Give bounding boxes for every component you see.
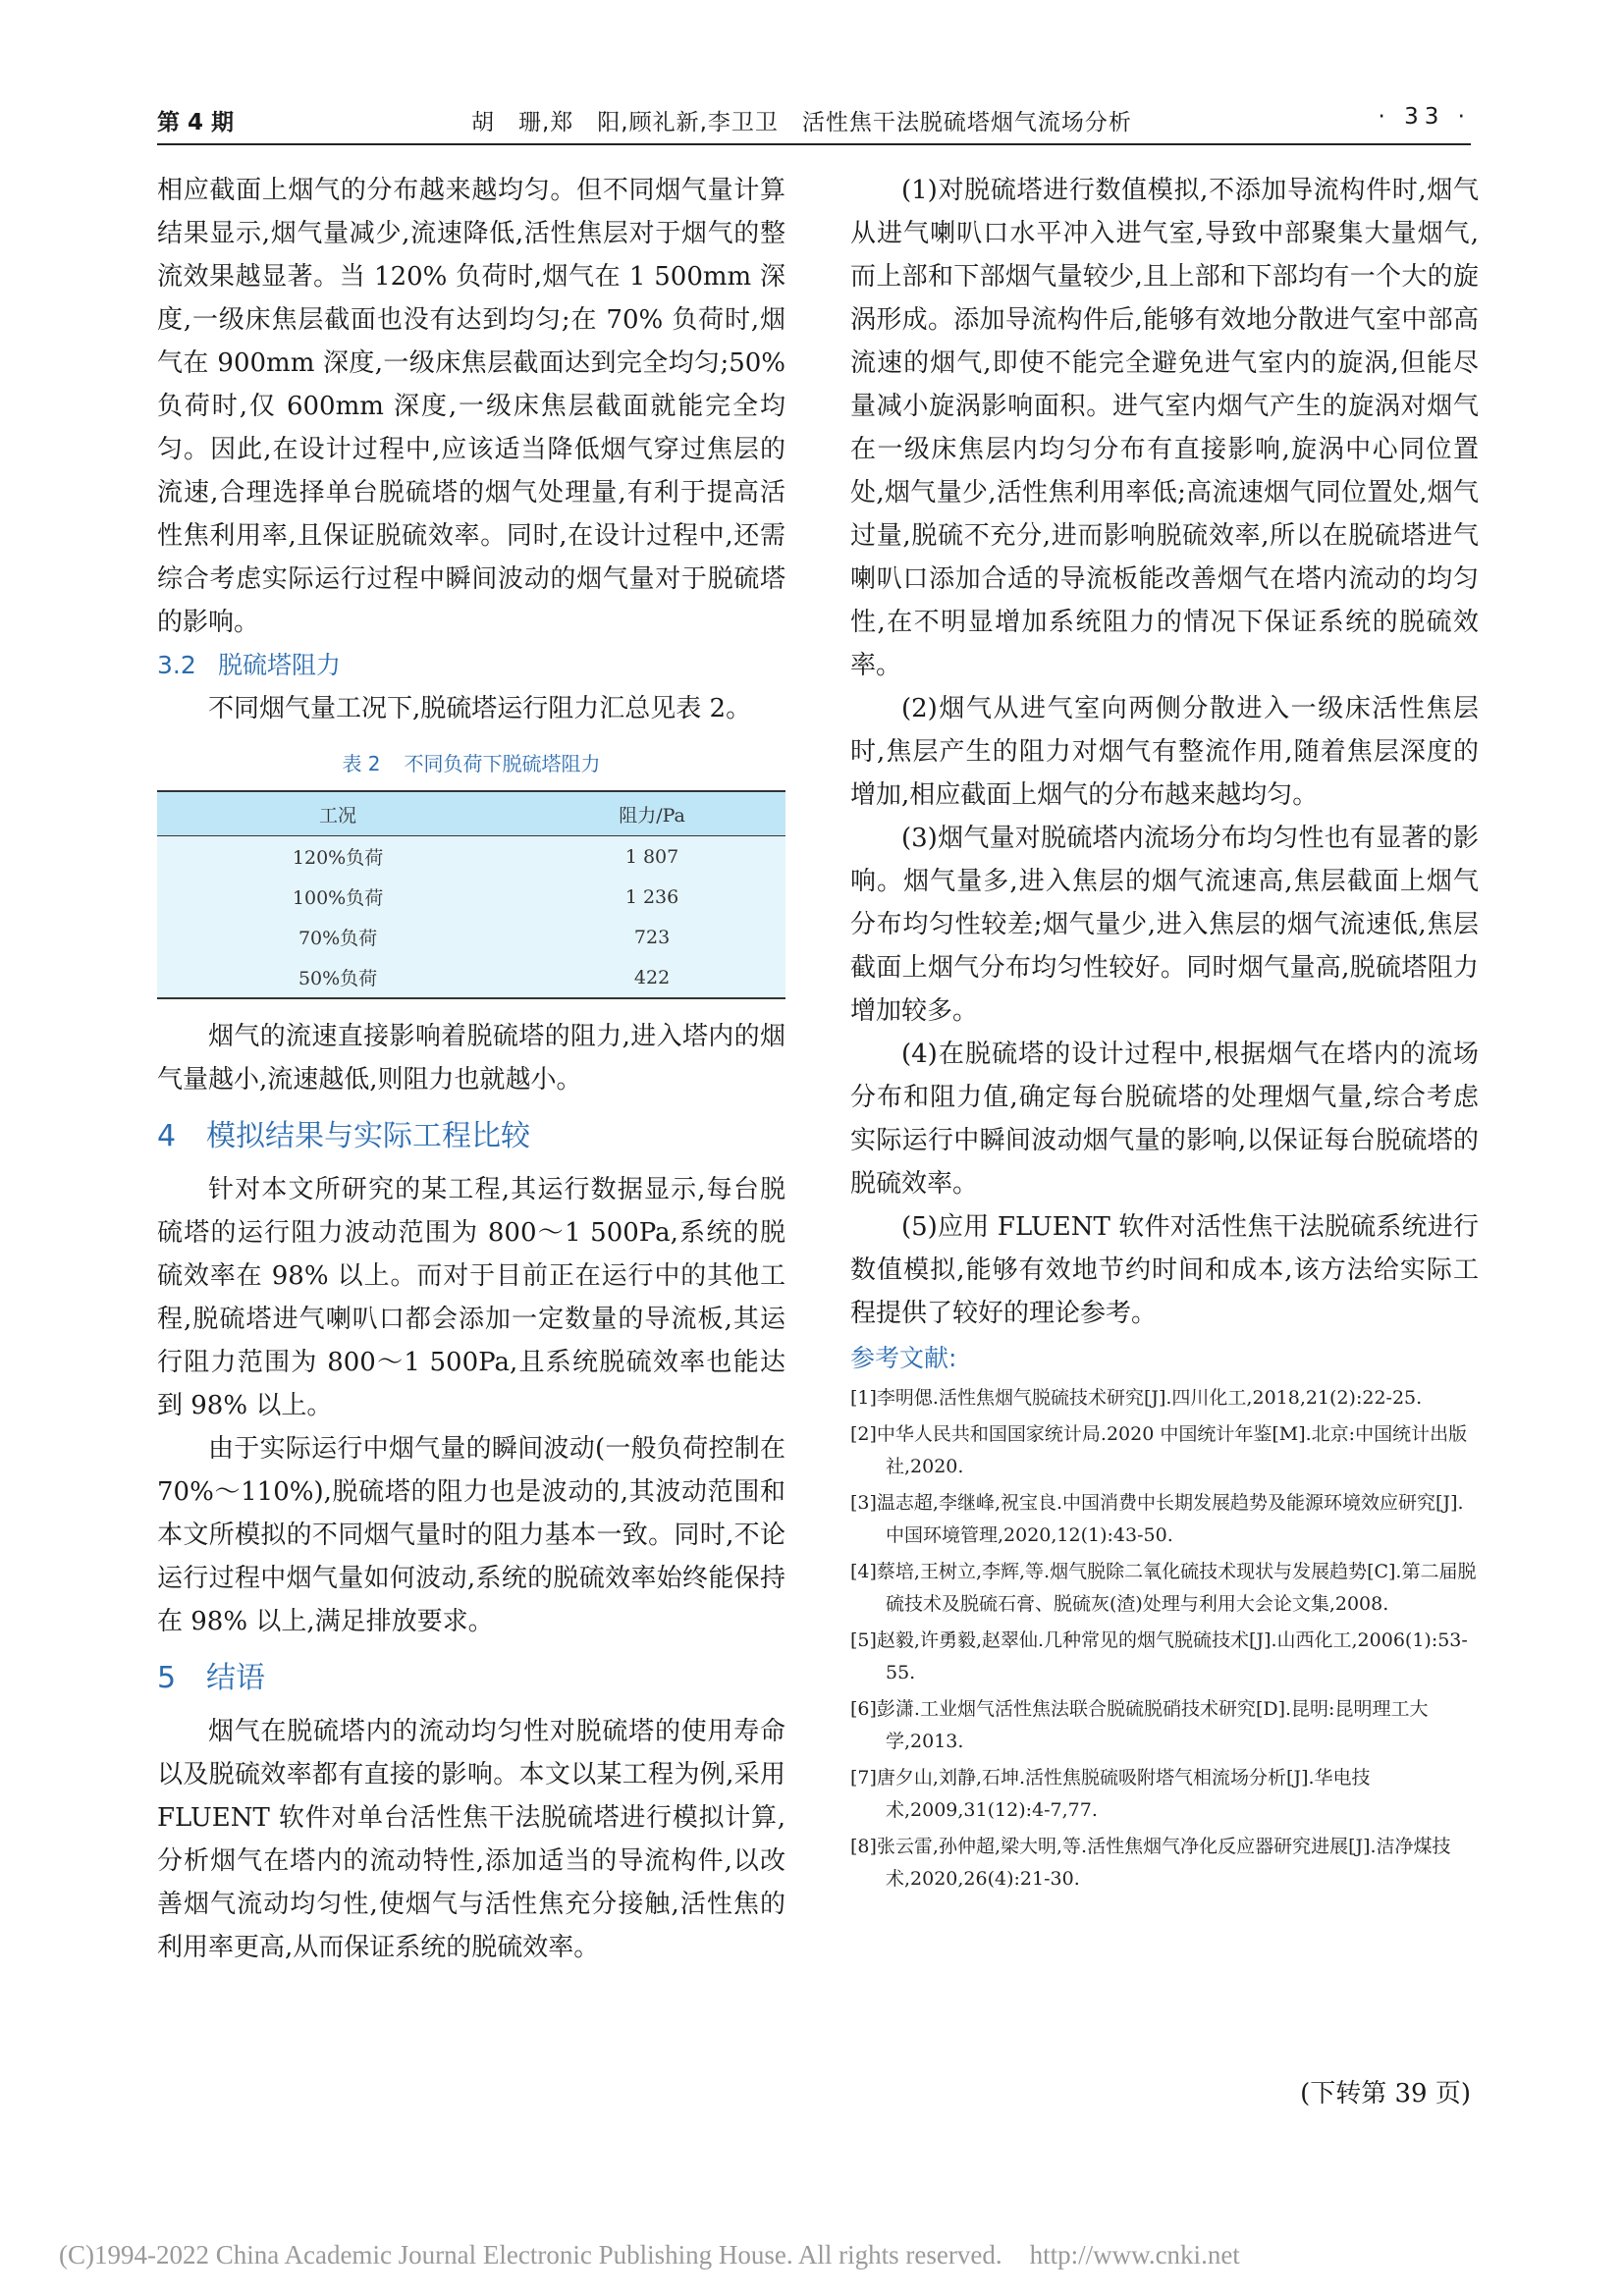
table-cell: 120%负荷 xyxy=(157,836,518,878)
reference-item: [8]张云雷,孙仲超,梁大明,等.活性焦烟气净化反应器研究进展[J].洁净煤技术,2020,26(4):21-30. xyxy=(850,1836,1451,1890)
paragraph: 相应截面上烟气的分布越来越均匀。但不同烟气量计算结果显示,烟气量减少,流速降低,活性焦层对于烟气的整流效果越显著。当 120% 负荷时,烟气在 1 500mm 深度,一级床焦层截面也没有达到均匀;在 70% 负荷时,烟气在 900mm 深度,一级床焦层截面达到完全均匀;50% 负荷时,仅 600mm 深度,一级床焦层截面就能完全均匀。因此,在设计过程中,应该适当降低烟气穿过焦层的流速,合理选择单台脱硫塔的烟气处理量,有利于提高活性焦利用率,且保证脱硫效率。同时,在设计过程中,还需综合考虑实际运行过程中瞬间波动的烟气量对于脱硫塔的影响。 xyxy=(157,176,785,637)
reference-item: [5]赵毅,许勇毅,赵翠仙.几种常见的烟气脱硫技术[J].山西化工,2006(1):53-55. xyxy=(850,1629,1468,1683)
conclusion-item: (1)对脱硫塔进行数值模拟,不添加导流构件时,烟气从进气喇叭口水平冲入进气室,导致中部聚集大量烟气,而上部和下部烟气量较少,且上部和下部均有一个大的旋涡形成。添加导流构件后,能够有效地分散进气室中部高流速的烟气,即使不能完全避免进气室内的旋涡,但能尽量减小旋涡影响面积。进气室内烟气产生的旋涡对烟气在一级床焦层内均匀分布有直接影响,旋涡中心同位置处,烟气量少,活性焦利用率低;高流速烟气同位置处,烟气过量,脱硫不充分,进而影响脱硫效率,所以在脱硫塔进气喇叭口添加合适的导流板能改善烟气在塔内流动的均匀性,在不明显增加系统阻力的情况下保证系统的脱硫效率。 xyxy=(850,176,1479,680)
header-rule xyxy=(157,143,1471,145)
footer-url: http://www.cnki.net xyxy=(1029,2240,1240,2269)
reference-item: [4]蔡培,王树立,李辉,等.烟气脱除二氧化硫技术现状与发展趋势[C].第二届脱硫技术及脱硫石膏、脱硫灰(渣)处理与利用大会论文集,2008. xyxy=(850,1561,1477,1615)
reference-item: [3]温志超,李继峰,祝宝良.中国消费中长期发展趋势及能源环境效应研究[J].中国环境管理,2020,12(1):43-50. xyxy=(850,1492,1464,1546)
paragraph: 烟气在脱硫塔内的流动均匀性对脱硫塔的使用寿命以及脱硫效率都有直接的影响。本文以某工程为例,采用 FLUENT 软件对单台活性焦干法脱硫塔进行模拟计算,分析烟气在塔内的流动特性,添加适当的导流构件,以改善烟气流动均匀性,使烟气与活性焦充分接触,活性焦的利用率更高,从而保证系统的脱硫效率。 xyxy=(157,1717,785,1962)
right-column xyxy=(850,169,1479,1899)
table-cell: 1 236 xyxy=(518,877,785,917)
conclusion-item: (4)在脱硫塔的设计过程中,根据烟气在塔内的流场分布和阻力值,确定每台脱硫塔的处理烟气量,综合考虑实际运行中瞬间波动烟气量的影响,以保证每台脱硫塔的脱硫效率。 xyxy=(850,1040,1479,1199)
table-number: 表 2 xyxy=(342,752,381,775)
conclusion-item: (2)烟气从进气室向两侧分散进入一级床活性焦层时,焦层产生的阻力对烟气有整流作用,随着焦层深度的增加,相应截面上烟气的分布越来越均匀。 xyxy=(850,694,1479,810)
section-title: 模拟结果与实际工程比较 xyxy=(206,1119,530,1153)
table-title: 不同负荷下脱硫塔阻力 xyxy=(404,752,601,775)
section-title: 结语 xyxy=(206,1661,265,1695)
table-cell: 100%负荷 xyxy=(157,877,518,917)
left-column xyxy=(157,169,785,1969)
table-cell: 70%负荷 xyxy=(157,917,518,957)
reference-item: [2]中华人民共和国国家统计局.2020 中国统计年鉴[M].北京:中国统计出版社,2020. xyxy=(850,1423,1468,1477)
authors-and-title: 胡 珊,郑 阳,顾礼新,李卫卫 活性焦干法脱硫塔烟气流场分析 xyxy=(471,110,1132,135)
running-header xyxy=(157,104,1471,143)
references-heading: 参考文献: xyxy=(850,1344,957,1372)
paragraph: 由于实际运行中烟气量的瞬间波动(一般负荷控制在 70%～110%),脱硫塔的阻力也是波动的,其波动范围和本文所模拟的不同烟气量时的阻力基本一致。同时,不论运行过程中烟气量如何波动,系统的脱硫效率始终能保持在 98% 以上,满足排放要求。 xyxy=(157,1434,785,1636)
table-cell: 1 807 xyxy=(518,836,785,878)
table-row xyxy=(157,836,785,878)
section-number: 4 xyxy=(157,1119,177,1153)
resistance-table xyxy=(157,790,785,999)
reference-item: [6]彭潇.工业烟气活性焦法联合脱硫脱硝技术研究[D].昆明:昆明理工大学,2013. xyxy=(850,1698,1429,1752)
column-header: 工况 xyxy=(157,791,518,836)
reference-item: [7]唐夕山,刘静,石坤.活性焦脱硫吸附塔气相流场分析[J].华电技术,2009,31(12):4-7,77. xyxy=(850,1767,1371,1821)
copyright-footer xyxy=(59,2240,1240,2270)
section-number: 5 xyxy=(157,1661,177,1695)
table-cell: 50%负荷 xyxy=(157,957,518,998)
table-header-row xyxy=(157,791,785,836)
table-cell: 723 xyxy=(518,917,785,957)
conclusion-item: (3)烟气量对脱硫塔内流场分布均匀性也有显著的影响。烟气量多,进入焦层的烟气流速高,焦层截面上烟气分布均匀性较差;烟气量少,进入焦层的烟气流速低,焦层截面上烟气分布均匀性较好。同时烟气量高,脱硫塔阻力增加较多。 xyxy=(850,824,1479,1026)
section-heading-3-2 xyxy=(157,644,785,687)
paragraph: 烟气的流速直接影响着脱硫塔的阻力,进入塔内的烟气量越小,流速越低,则阻力也就越小。 xyxy=(157,1022,785,1095)
section-heading-4 xyxy=(157,1107,785,1166)
copyright-text: (C)1994-2022 China Academic Journal Electronic Publishing House. All rights reserved. xyxy=(59,2240,1002,2269)
issue-number: 第 4 期 xyxy=(157,110,235,135)
table-caption xyxy=(157,748,785,776)
table-cell: 422 xyxy=(518,957,785,998)
page-number: · 33 · xyxy=(1378,104,1471,130)
table-row xyxy=(157,957,785,998)
section-number: 3.2 xyxy=(157,651,196,679)
section-heading-5 xyxy=(157,1649,785,1708)
reference-item: [1]李明偲.活性焦烟气脱硫技术研究[J].四川化工,2018,21(2):22-25. xyxy=(850,1387,1423,1409)
continued-note: (下转第 39 页) xyxy=(1300,2079,1471,2109)
paragraph: 不同烟气量工况下,脱硫塔运行阻力汇总见表 2。 xyxy=(208,694,752,723)
paragraph: 针对本文所研究的某工程,其运行数据显示,每台脱硫塔的运行阻力波动范围为 800～1 500Pa,系统的脱硫效率在 98% 以上。而对于目前正在运行中的其他工程,脱硫塔进气喇叭口都会添加一定数量的导流板,其运行阻力范围为 800～1 500Pa,且系统脱硫效率也能达到 98% 以上。 xyxy=(157,1175,785,1420)
table-row xyxy=(157,917,785,957)
section-title: 脱硫塔阻力 xyxy=(218,651,342,679)
table-row xyxy=(157,877,785,917)
conclusion-item: (5)应用 FLUENT 软件对活性焦干法脱硫系统进行数值模拟,能够有效地节约时间和成本,该方法给实际工程提供了较好的理论参考。 xyxy=(850,1212,1479,1328)
column-header: 阻力/Pa xyxy=(518,791,785,836)
